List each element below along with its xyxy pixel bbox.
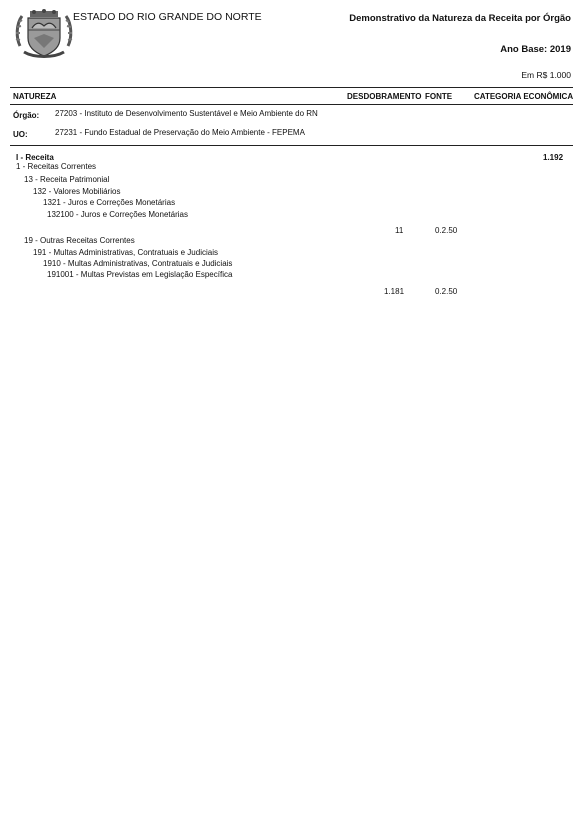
list-item: 1321 - Juros e Correções Monetárias — [43, 198, 176, 207]
section-rule — [10, 145, 573, 146]
col-categoria: CATEGORIA ECONÔMICA — [474, 92, 574, 101]
currency-unit: Em R$ 1.000 — [521, 70, 571, 80]
desdobramento-value: 11 — [395, 226, 404, 235]
col-desdobramento: DESDOBRAMENTO — [347, 92, 422, 101]
list-item: 132 - Valores Mobiliários — [33, 187, 121, 196]
list-item: 13 - Receita Patrimonial — [24, 175, 110, 184]
fonte-value: 0.2.50 — [435, 287, 458, 296]
state-name: ESTADO DO RIO GRANDE DO NORTE — [73, 11, 262, 23]
state-seal-icon — [14, 8, 74, 60]
section-total: 1.192 — [543, 153, 564, 162]
list-item: 191001 - Multas Previstas em Legislação Específica — [47, 270, 233, 279]
list-item: 1910 - Multas Administrativas, Contratuais e Judiciais — [43, 259, 233, 268]
col-fonte: FONTE — [425, 92, 453, 101]
base-year: Ano Base: 2019 — [500, 44, 571, 55]
list-item: 1 - Receitas Correntes — [16, 162, 97, 171]
col-natureza: NATUREZA — [13, 92, 57, 101]
orgao-label: Órgão: — [13, 111, 40, 120]
orgao-value: 27203 - Instituto de Desenvolvimento Sustentável e Meio Ambiente do RN — [55, 109, 318, 118]
report-title: Demonstrativo da Natureza da Receita por Órgão — [349, 13, 571, 24]
header-bottom-rule — [10, 104, 573, 105]
section-title: I - Receita — [16, 153, 54, 162]
list-item: 191 - Multas Administrativas, Contratuais e Judiciais — [33, 248, 218, 257]
desdobramento-value: 1.181 — [384, 287, 405, 296]
list-item: 19 - Outras Receitas Correntes — [24, 236, 135, 245]
header-top-rule — [10, 87, 573, 88]
uo-label: UO: — [13, 130, 28, 139]
list-item: 132100 - Juros e Correções Monetárias — [47, 210, 188, 219]
uo-value: 27231 - Fundo Estadual de Preservação do Meio Ambiente - FEPEMA — [55, 128, 305, 137]
fonte-value: 0.2.50 — [435, 226, 458, 235]
